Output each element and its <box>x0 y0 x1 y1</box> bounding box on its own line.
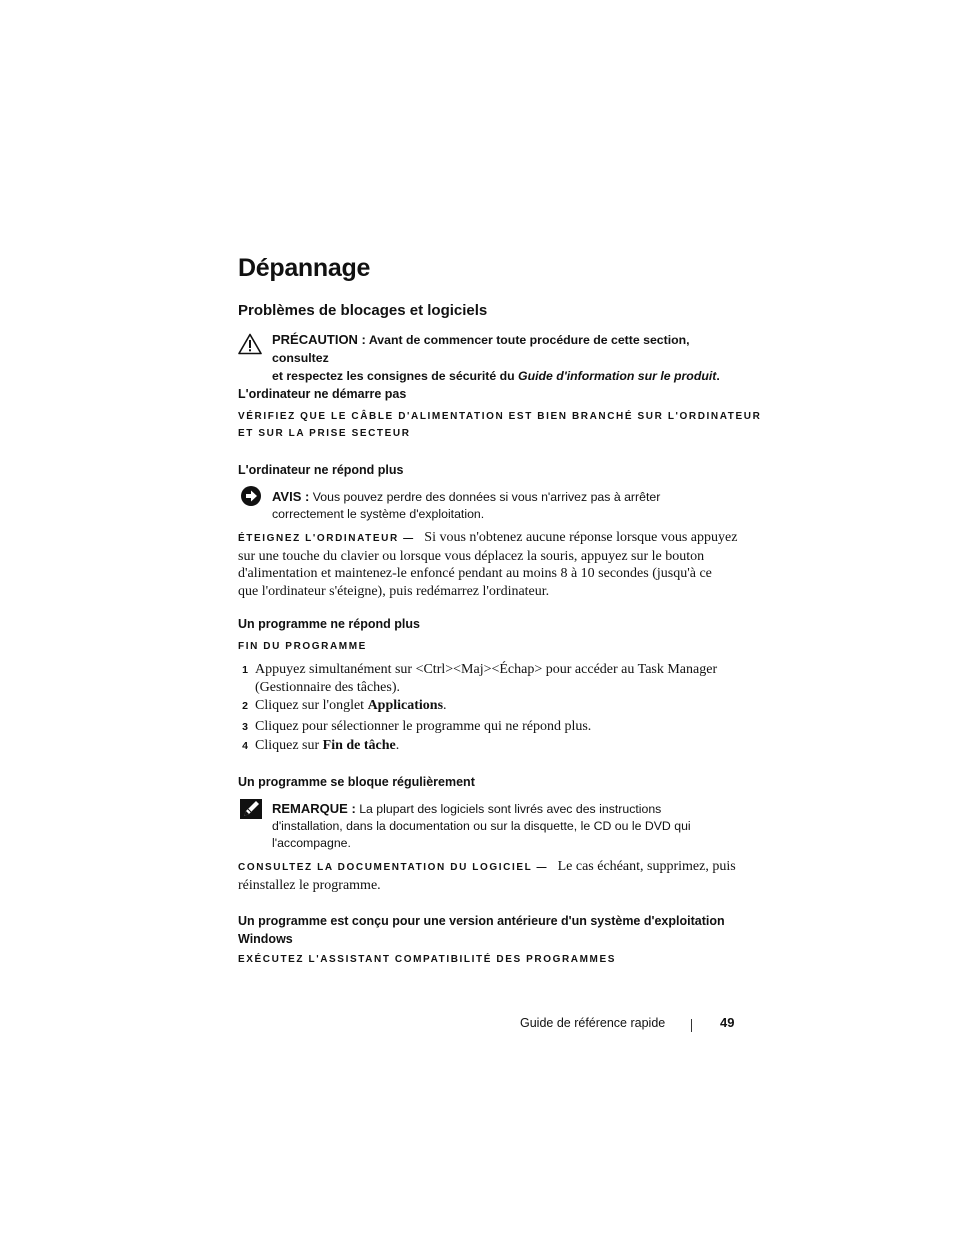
action-turn-off-label: ÉTEIGNEZ L'ORDINATEUR — <box>238 533 415 544</box>
notice-note <box>272 488 742 523</box>
step-emphasis: Fin de tâche <box>322 738 396 753</box>
step-text: Cliquez sur <box>255 738 323 753</box>
footer-guide-title: Guide de référence rapide <box>520 1016 666 1030</box>
step-2 <box>238 697 738 716</box>
page-number: 49 <box>720 1015 735 1030</box>
action-consult-docs-text-2: réinstallez le programme. <box>238 877 381 893</box>
remark-note <box>272 800 742 852</box>
step-emphasis: Applications <box>367 698 444 713</box>
heading-older-windows-line-1: Un programme est conçu pour une version antérieure d'un système d'exploitation <box>238 914 725 928</box>
step-3 <box>238 718 738 737</box>
step-text: (Gestionnaire des tâches). <box>255 679 400 695</box>
remark-label: REMARQUE : <box>272 801 356 816</box>
heading-program-not-responding: Un programme ne répond plus <box>238 617 420 631</box>
remark-text-1: La plupart des logiciels sont livrés avec des instructions <box>359 802 662 816</box>
remark-text-2: d'installation, dans la documentation ou sur la disquette, le CD ou le DVD qui <box>272 819 691 833</box>
action-turn-off-text-3: d'alimentation et maintenez-le enfoncé pendant au moins 8 à 10 secondes (jusqu'à ce <box>238 566 712 581</box>
action-check-cable-2: ET SUR LA PRISE SECTEUR <box>238 428 411 439</box>
step-text: Cliquez pour sélectionner le programme qui ne répond plus. <box>255 719 592 734</box>
caution-label: PRÉCAUTION : <box>272 332 366 347</box>
action-consult-docs-text-1: Le cas échéant, supprimez, puis <box>557 859 736 874</box>
section-title: Problèmes de blocages et logiciels <box>238 302 488 319</box>
page-title: Dépannage <box>238 254 371 282</box>
caution-text-end: . <box>716 369 720 383</box>
action-turn-off <box>238 529 743 600</box>
step-number: 1 <box>242 664 248 676</box>
action-consult-docs <box>238 858 743 894</box>
step-number: 4 <box>242 740 248 752</box>
action-turn-off-text-1: Si vous n'obtenez aucune réponse lorsque vous appuyez <box>424 530 738 545</box>
notice-text-1: Vous pouvez perdre des données si vous n'arrivez pas à arrêter <box>312 490 661 504</box>
warning-triangle-icon <box>238 333 262 355</box>
heading-program-crashes: Un programme se bloque régulièrement <box>238 775 475 789</box>
note-pencil-icon <box>239 798 263 820</box>
action-turn-off-text-4: que l'ordinateur s'éteigne), puis redémarrez l'ordinateur. <box>238 583 550 599</box>
notice-label: AVIS : <box>272 489 310 504</box>
step-number: 2 <box>242 700 248 712</box>
caution-text-italic: Guide d'information sur le produit <box>518 369 717 383</box>
notice-text-2: correctement le système d'exploitation. <box>272 507 485 521</box>
caution-note <box>272 331 742 385</box>
step-4 <box>238 737 738 756</box>
footer-separator <box>691 1019 692 1032</box>
action-end-program: FIN DU PROGRAMME <box>238 641 367 652</box>
step-text: Cliquez sur l'onglet <box>255 698 368 713</box>
caution-text-1: Avant de commencer toute procédure de cette section, consultez <box>272 333 690 365</box>
heading-older-windows-line-2: Windows <box>238 932 293 946</box>
step-text-end: . <box>395 738 400 753</box>
step-text-end: . <box>443 698 447 713</box>
action-consult-docs-label: CONSULTEZ LA DOCUMENTATION DU LOGICIEL — <box>238 862 549 873</box>
heading-older-windows <box>238 912 748 948</box>
action-compat-wizard: EXÉCUTEZ L'ASSISTANT COMPATIBILITÉ DES PROGRAMMES <box>238 954 617 965</box>
notice-arrow-icon <box>240 485 262 507</box>
action-turn-off-text-2: sur une touche du clavier ou lorsque vous déplacez la souris, appuyez sur le bouton <box>238 548 705 564</box>
step-text: Appuyez simultanément sur <Ctrl><Maj><Échap> pour accéder au Task Manager <box>255 662 718 677</box>
step-1 <box>238 661 738 695</box>
step-number: 3 <box>242 721 248 733</box>
remark-text-3: l'accompagne. <box>272 836 351 850</box>
heading-no-start: L'ordinateur ne démarre pas <box>238 387 407 401</box>
action-check-cable-1: VÉRIFIEZ QUE LE CÂBLE D'ALIMENTATION EST BIEN BRANCHÉ SUR L'ORDINATEUR <box>238 411 762 422</box>
caution-text-2: et respectez les consignes de sécurité du <box>272 369 515 383</box>
heading-not-responding: L'ordinateur ne répond plus <box>238 463 404 477</box>
